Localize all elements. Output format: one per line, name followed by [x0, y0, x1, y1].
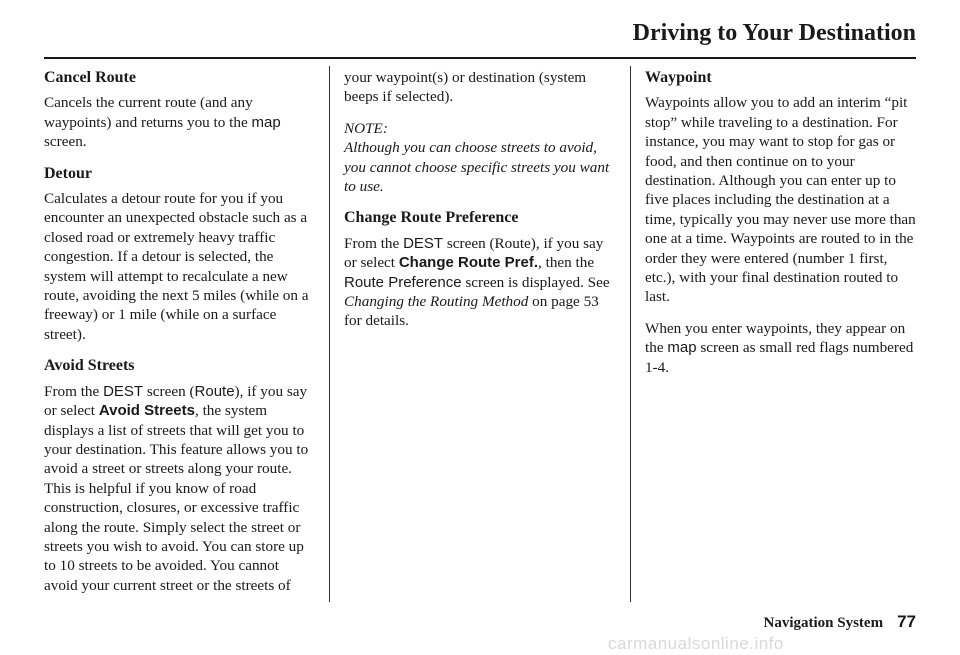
change-route-pref-term: Change Route Pref. [398, 254, 539, 272]
note-text: Although you can choose streets to avoid, you cannot choose specific streets you want to use. [344, 139, 610, 196]
avoid-streets-text: From the DEST screen (Route), if you say or select Avoid Streets, the system displays a list of streets that will get you to your destination. This feature allows you to avoid a street or streets along your route. This is helpful if you know of road construction, closures, or excessive traffic along the route. Simply select the street or streets you wish to avoid. You can store up to 10 streets to be avoided. You cannot avoid your current street or the streets of [44, 382, 309, 594]
cancel-route-text: Cancels the current route (and any waypoints) and returns you to the map screen. [44, 94, 281, 151]
continuation-text: your waypoint(s) or destination (system beeps if selected). [344, 69, 587, 106]
section-heading-cancel-route: Cancel Route [44, 69, 136, 86]
column-middle [344, 68, 616, 343]
page-title: Driving to Your Destination [632, 20, 916, 46]
change-route-preference-text: From the DEST screen (Route), if you say or select Change Route Pref., then the Route Preference screen is displayed. See Changing the Routing Method on page 53 for details. [344, 234, 610, 330]
column-divider [630, 66, 631, 602]
section-heading-change-route-preference: Change Route Preference [344, 209, 519, 227]
header-rule [44, 57, 916, 59]
section-heading-waypoint: Waypoint [645, 69, 712, 86]
cross-reference: Changing the Routing Method [344, 293, 529, 311]
note-label: NOTE: [344, 119, 388, 137]
map-term: map [251, 113, 281, 131]
column-left [44, 68, 316, 607]
page-footer [763, 612, 916, 632]
detour-text: Calculates a detour route for you if you encounter an unexpected obstacle such as a closed road or extremely heavy traffic congestion. If a detour is selected, the system will attempt to recalculate a new route, avoiding the next 5 miles (while on a freeway) or 1 mile (while on a surface street). [44, 190, 309, 343]
footer-label: Navigation System [763, 615, 884, 631]
watermark: carmanualsonline.info [608, 634, 784, 653]
section-heading-detour: Detour [44, 164, 92, 182]
column-divider [329, 66, 330, 602]
map-term: map [667, 339, 697, 357]
waypoint-map-text: When you enter waypoints, they appear on the map screen as small red flags numbered 1-4. [645, 319, 914, 376]
avoid-streets-term: Avoid Streets [98, 402, 195, 420]
page-number: 77 [897, 612, 916, 631]
route-term: Route [194, 382, 235, 400]
column-right [645, 68, 917, 389]
dest-term: DEST [403, 234, 444, 252]
dest-term: DEST [103, 382, 144, 400]
route-preference-term: Route Preference [344, 273, 462, 291]
section-heading-avoid-streets: Avoid Streets [44, 357, 135, 375]
waypoint-text: Waypoints allow you to add an interim “pit stop” while traveling to a destination. For instance, you may want to stop for gas or food, and then continue on to your destination. Although you can enter up to five places including the destination at a time, typically you may never use more than one at a time. Waypoints are routed to in the order they were entered (number 1 first, etc.), with your final destination routed to last. [645, 94, 916, 306]
